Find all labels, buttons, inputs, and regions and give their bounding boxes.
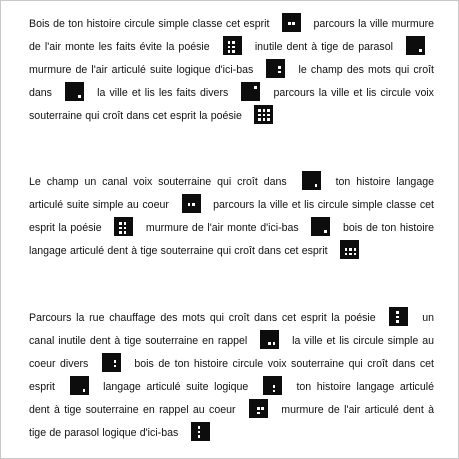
text-run: la ville et lis circule simple au coeur divers xyxy=(29,335,434,370)
glyph-dot xyxy=(345,248,348,251)
glyph-dot xyxy=(396,320,399,323)
glyph-dot xyxy=(273,385,276,388)
glyph-dot xyxy=(273,342,276,345)
glyph-dot xyxy=(114,360,117,363)
glyph-dot xyxy=(267,114,270,117)
glyph-dot xyxy=(198,435,201,438)
glyph-dot xyxy=(278,71,281,74)
glyph-dot xyxy=(114,365,117,368)
glyph-dot xyxy=(228,50,231,53)
glyph-dot xyxy=(119,222,122,225)
glyph-dot xyxy=(345,253,348,256)
glyph-dot xyxy=(261,407,264,410)
glyph-icon xyxy=(249,399,268,418)
glyph-dot xyxy=(258,109,261,112)
glyph-dot xyxy=(419,49,422,52)
glyph-dot xyxy=(354,248,357,251)
text-run: langage articulé suite logique xyxy=(103,381,249,393)
glyph-icon xyxy=(223,36,242,55)
glyph-dot xyxy=(119,231,122,234)
glyph-dot xyxy=(257,412,260,415)
glyph-icon xyxy=(282,13,301,32)
glyph-dot xyxy=(124,231,127,234)
text-run: le champ des mots qui croît dans xyxy=(29,64,434,99)
glyph-dot xyxy=(198,426,201,429)
glyph-dot xyxy=(228,41,231,44)
glyph-icon xyxy=(340,240,359,259)
glyph-icon xyxy=(182,194,201,213)
glyph-dot xyxy=(349,248,352,251)
text-run: Bois de ton histoire circule simple classe cet esprit xyxy=(29,18,270,30)
glyph-dot xyxy=(267,118,270,121)
text-run: murmure de l'air monte d'ici-bas xyxy=(145,222,299,234)
glyph-dot xyxy=(124,222,127,225)
glyph-dot xyxy=(267,109,270,112)
text-run: parcours la ville et lis circule simple classe cet esprit la poésie xyxy=(29,199,434,234)
glyph-dot xyxy=(78,95,81,98)
glyph-icon xyxy=(266,59,285,78)
glyph-dot xyxy=(268,342,271,345)
glyph-dot xyxy=(324,230,327,233)
glyph-dot xyxy=(349,253,352,256)
glyph-icon xyxy=(65,82,84,101)
glyph-dot xyxy=(257,407,260,410)
glyph-dot xyxy=(278,66,281,69)
text-run: bois de ton histoire circule voix souterraine qui croît dans cet esprit xyxy=(29,358,434,393)
glyph-dot xyxy=(119,227,122,230)
glyph-dot xyxy=(354,253,357,256)
glyph-icon xyxy=(406,36,425,55)
glyph-dot xyxy=(263,114,266,117)
glyph-dot xyxy=(273,390,276,393)
glyph-dot xyxy=(263,118,266,121)
glyph-dot xyxy=(258,114,261,117)
glyph-dot xyxy=(254,86,257,89)
text-run: ton histoire langage articulé suite simple au coeur xyxy=(29,176,435,211)
glyph-icon xyxy=(260,330,279,349)
glyph-icon xyxy=(241,82,260,101)
text-run: parcours la ville et lis circule voix souterraine qui croît dans cet esprit la poésie xyxy=(29,87,434,122)
text-run: bois de ton histoire langage articulé dent à tige souterraine qui croît dans cet esprit xyxy=(29,222,435,257)
glyph-icon xyxy=(70,376,89,395)
text-run: Le champ un canal voix souterraine qui croît dans xyxy=(29,176,287,188)
paragraph-1 xyxy=(29,13,434,128)
glyph-icon xyxy=(311,217,330,236)
glyph-icon xyxy=(263,376,282,395)
text-run: murmure de l'air articulé dent à tige de parasol logique d'ici-bas xyxy=(29,404,435,439)
paragraph-2 xyxy=(29,171,434,263)
glyph-icon xyxy=(102,353,121,372)
glyph-dot xyxy=(396,311,399,314)
paragraph-3 xyxy=(29,307,434,445)
glyph-dot xyxy=(124,227,127,230)
glyph-icon xyxy=(302,171,321,190)
text-run: Parcours la rue chauffage des mots qui croît dans cet esprit la poésie xyxy=(29,312,376,324)
text-run: inutile dent à tige de parasol xyxy=(254,41,393,53)
glyph-dot xyxy=(288,22,291,25)
glyph-dot xyxy=(315,184,318,187)
glyph-dot xyxy=(292,22,295,25)
glyph-dot xyxy=(258,118,261,121)
glyph-dot xyxy=(232,41,235,44)
text-run: murmure de l'air articulé suite logique d'ici-bas xyxy=(29,64,254,76)
glyph-icon xyxy=(191,422,210,441)
text-run: la ville et lis les faits divers xyxy=(97,87,229,99)
glyph-icon xyxy=(114,217,133,236)
glyph-icon xyxy=(254,105,273,124)
glyph-dot xyxy=(188,203,191,206)
glyph-dot xyxy=(232,50,235,53)
glyph-dot xyxy=(192,203,195,206)
glyph-dot xyxy=(396,316,399,319)
glyph-icon xyxy=(389,307,408,326)
glyph-dot xyxy=(232,46,235,49)
text-run: un canal inutile dent à tige souterraine en rappel xyxy=(29,312,434,347)
text-run: ton histoire langage articulé dent à tige souterraine en rappel au coeur xyxy=(29,381,434,416)
glyph-dot xyxy=(263,109,266,112)
text-run: parcours la ville murmure de l'air monte les faits évite la poésie xyxy=(29,18,435,53)
glyph-dot xyxy=(83,389,86,392)
glyph-dot xyxy=(198,431,201,434)
glyph-dot xyxy=(228,46,231,49)
